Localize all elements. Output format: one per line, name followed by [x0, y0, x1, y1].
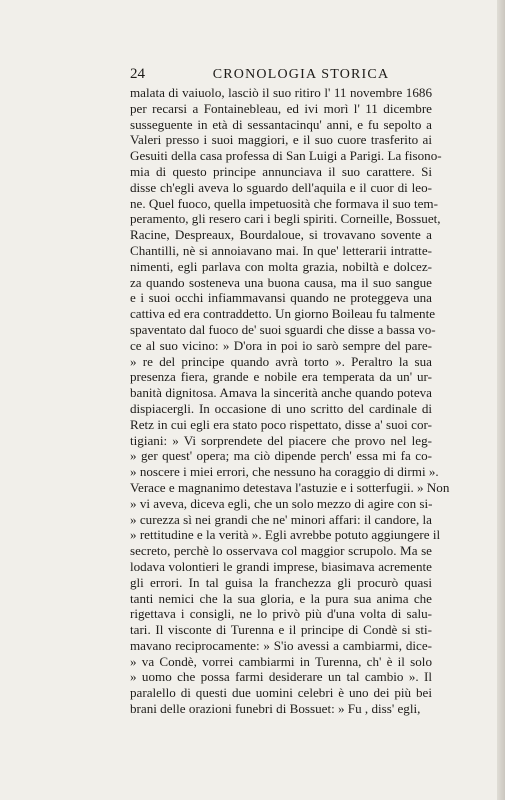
text-line: Chantilli, nè si annoiavano mai. In que' letterarii intratte-: [130, 242, 432, 258]
text-line: » ger quest' opera; ma ciò dipende perch' essa mi fa co-: [130, 448, 432, 464]
text-line: dispiacergli. In occasione di uno scritto del cardinale di: [130, 400, 432, 416]
text-line: ce al suo vicino: » D'ora in poi io sarò sempre del pare-: [130, 337, 432, 353]
body-text: [130, 85, 450, 717]
text-line: susseguente in età di sessantacinqu' anni, e fu sepolto a: [130, 116, 432, 132]
text-line: brani delle orazioni funebri di Bossuet: » Fu , diss' egli,: [130, 701, 421, 717]
text-line: nimenti, egli parlava con molta grazia, nobiltà e dolcez-: [130, 258, 432, 274]
text-line: » rettitudine e la verità ». Egli avrebbe potuto aggiungere il: [130, 527, 441, 543]
text-line: e i suoi occhi infiammavansi quando ne proteggeva una: [130, 290, 432, 306]
text-line: spaventato dal fuoco de' suoi sguardi che disse a bassa vo-: [130, 321, 436, 337]
text-line: Racine, Despreaux, Bourdaloue, si trovavano sovente a: [130, 227, 432, 243]
text-line: rigettava i consigli, ne lo privò più d'una volta di salu-: [130, 606, 432, 622]
text-line: paralello di questi due uomini celebri è uno dei più bei: [130, 685, 432, 701]
text-line: » vi aveva, diceva egli, che un solo mezzo di agire con si-: [130, 495, 433, 511]
text-line: per recarsi a Fontainebleau, ed ivi morì l' 11 dicembre: [130, 100, 432, 116]
text-line: » noscere i miei errori, che nessuno ha coraggio di dirmi ».: [130, 464, 439, 480]
text-line: cattiva ed era contraddetto. Un giorno Boileau fu talmente: [130, 306, 436, 322]
text-line: » uomo che possa farmi desiderare un tal cambio ». Il: [130, 669, 432, 685]
text-line: tanti nemici che la sua gloria, e la pura sua anima che: [130, 590, 432, 606]
text-line: mia di questo principe annunciava il suo carattere. Si: [130, 163, 432, 179]
text-line: ne. Quel fuoco, quella impetuosità che formava il suo tem-: [130, 195, 438, 211]
text-line: » re del principe quando avrà torto ». Peraltro la sua: [130, 353, 432, 369]
text-line: peramento, gli resero cari i begli spiriti. Corneille, Bossuet,: [130, 211, 441, 227]
text-line: tari. Il visconte di Turenna e il principe di Condè si sti-: [130, 622, 432, 638]
text-line: secreto, perchè lo osservava col maggior scrupolo. Ma se: [130, 543, 432, 559]
running-title: CRONOLOGIA STORICA: [212, 67, 390, 82]
text-line: disse ch'egli aveva lo sguardo dell'aquila e il cuor di leo-: [130, 179, 432, 195]
text-line: za quando sosteneva una buona causa, ma il suo sangue: [130, 274, 432, 290]
text-line: tigiani: » Vi sorprendete del piacere che provo nel leg-: [130, 432, 432, 448]
page-number: 24: [130, 66, 145, 82]
text-line: lodava volontieri le grandi imprese, biasimava acremente: [130, 558, 432, 574]
text-line: Retz in cui egli era stato poco rispettato, disse a' suoi cor-: [130, 416, 432, 432]
text-line: gli errori. In tal guisa la franchezza gli procurò quasi: [130, 574, 432, 590]
text-line: malata di vaiuolo, lasciò il suo ritiro l' 11 novembre 1686: [130, 85, 432, 100]
text-line: » va Condè, vorrei cambiarmi in Turenna, ch' è il solo: [130, 653, 432, 669]
text-line: Verace e magnanimo detestava l'astuzie e i sotterfugii. » Non: [130, 479, 450, 495]
page-edge: [497, 0, 505, 800]
text-line: Gesuiti della casa professa di San Luigi a Parigi. La fisono-: [130, 148, 442, 164]
text-line: mavano reciprocamente: » S'io avessi a cambiarmi, dice-: [130, 637, 432, 653]
text-line: Valeri presso i suoi maggiori, e il suo cuore trasferito ai: [130, 132, 432, 148]
text-line: presenza fiera, grande e nobile era temperata da un' ur-: [130, 369, 432, 385]
text-line: » curezza sì nei grandi che ne' minori affari: il candore, la: [130, 511, 432, 527]
page-header: [130, 66, 430, 86]
text-line: banità dignitosa. Amava la sincerità anche quando poteva: [130, 385, 432, 401]
